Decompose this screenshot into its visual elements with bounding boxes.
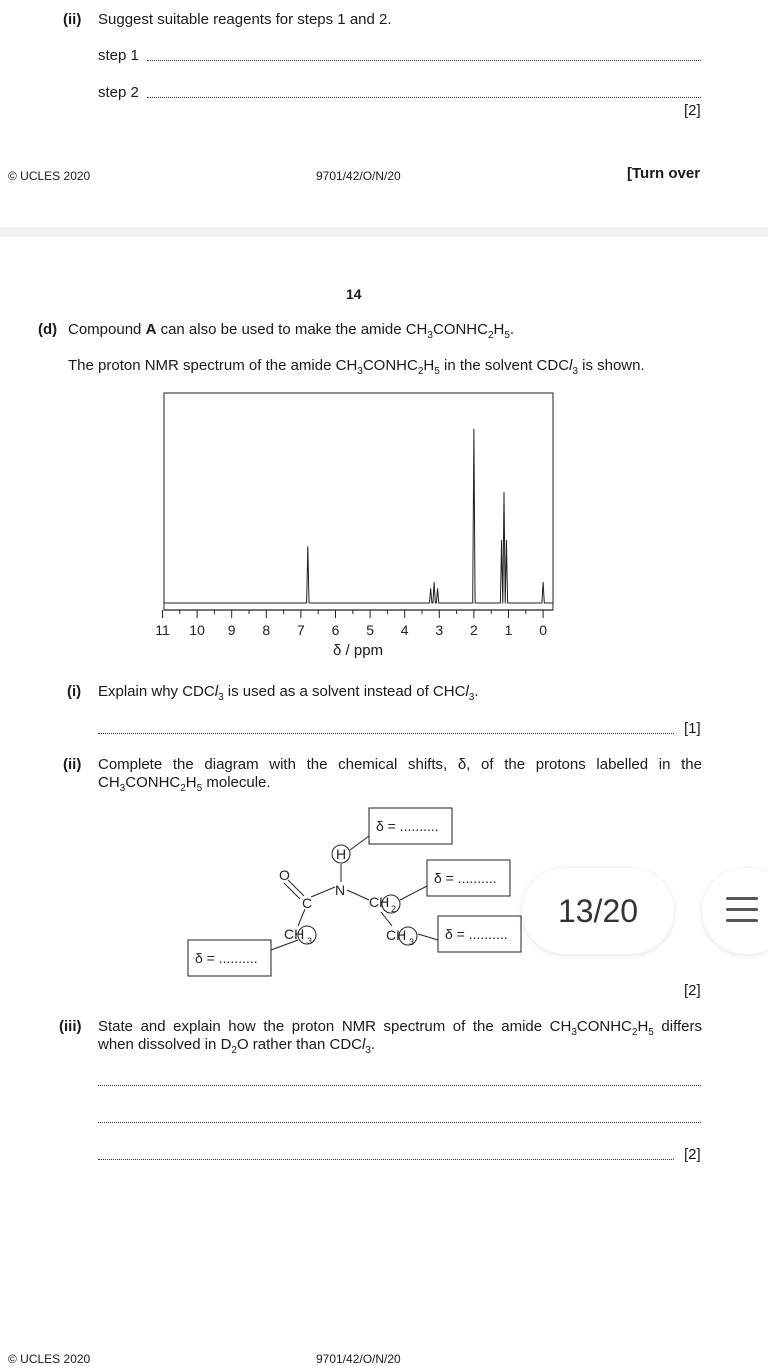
atom-h: H	[336, 846, 347, 862]
x-tick-label: 1	[504, 622, 513, 638]
page-indicator[interactable]: 13/20	[522, 868, 674, 954]
x-tick-label: 4	[400, 622, 409, 638]
q1-marks: [1]	[684, 720, 701, 737]
paper-code: 9701/42/O/N/20	[316, 169, 401, 183]
question-text: Suggest suitable reagents for steps 1 and 2.	[98, 11, 392, 28]
delta-text-nh: δ = ..........	[376, 818, 439, 834]
step1-label: step 1	[98, 47, 139, 64]
answer-line-iii-3	[98, 1159, 674, 1160]
d-text: Compound A can also be used to make the amide $CH_3CONHC_2H_5$.	[68, 321, 515, 341]
bottom-copyright: © UCLES 2020	[8, 1352, 91, 1366]
part-label-ii-2: (ii)	[63, 756, 82, 773]
delta-text-ch3-ethyl: δ = ..........	[445, 926, 508, 942]
page-number: 14	[346, 286, 362, 302]
chart-frame	[164, 393, 553, 610]
x-tick-label: 10	[189, 622, 205, 638]
nmr-spectrum-chart	[150, 388, 570, 663]
delta-text-ch2: δ = ..........	[434, 870, 497, 886]
menu-icon-bar-3	[726, 919, 758, 922]
atom-ch2-sub: 2	[391, 904, 397, 914]
atom-c: C	[302, 895, 313, 911]
answer-line-iii-1	[98, 1085, 701, 1086]
part-label-i: (i)	[67, 683, 82, 700]
x-tick-label: 6	[331, 622, 340, 638]
q2-text: Complete the diagram with the chemical shifts, δ, of the protons labelled in the	[98, 756, 702, 773]
q1-text: Explain why CDCl$_3$ is used as a solvent instead of CHCl$_3$.	[98, 683, 479, 703]
page-separator	[0, 227, 768, 237]
nmr-intro: The proton NMR spectrum of the amide $CH_3CONHC_2H_5$ in the solvent CDCl$_3$ is shown.	[68, 357, 645, 377]
copyright: © UCLES 2020	[8, 169, 91, 183]
atom-ch3-acetyl: CH	[284, 926, 305, 942]
x-tick-label: 11	[155, 622, 170, 638]
q3-text-2: when dissolved in $D_2O$ rather than CDCl$_3$.	[98, 1036, 376, 1056]
menu-icon	[726, 897, 758, 900]
step2-label: step 2	[98, 84, 139, 101]
x-tick-label: 8	[262, 622, 271, 638]
part-label-iii: (iii)	[59, 1018, 82, 1035]
answer-line-i	[98, 733, 674, 734]
x-tick-label: 5	[366, 622, 374, 638]
x-tick-label: 7	[297, 622, 305, 638]
marks: [2]	[684, 102, 701, 119]
spectrum-trace	[164, 429, 553, 603]
part-label-ii: (ii)	[63, 11, 82, 28]
menu-icon-bar-2	[726, 908, 758, 911]
x-tick-label: 2	[470, 622, 478, 638]
x-tick-label: 3	[435, 622, 444, 638]
x-tick-label: 9	[227, 622, 236, 638]
atom-o: O	[279, 867, 290, 883]
atom-n: N	[335, 882, 346, 898]
menu-button[interactable]	[702, 868, 768, 954]
part-label-d: (d)	[38, 321, 58, 338]
atom-ch3-ethyl: CH	[386, 927, 407, 943]
q3-text: State and explain how the proton NMR spectrum of the amide $CH_3CONHC_2H_5$ differs	[98, 1018, 702, 1038]
atom-ch3-acetyl-sub: 3	[307, 936, 313, 946]
bottom-paper-code: 9701/42/O/N/20	[316, 1352, 401, 1366]
answer-line-iii-2	[98, 1122, 701, 1123]
q3-marks: [2]	[684, 1146, 701, 1163]
q2-text-2: $CH_3CONHC_2H_5$ molecule.	[98, 774, 271, 794]
answer-line-step1	[147, 60, 701, 61]
turn-over: [Turn over	[627, 165, 701, 182]
x-tick-label: 0	[539, 622, 547, 638]
molecule-diagram	[180, 800, 530, 985]
x-axis-label: δ / ppm	[333, 642, 384, 659]
delta-text-ch3-acetyl: δ = ..........	[195, 950, 258, 966]
answer-line-step2	[147, 97, 701, 98]
atom-ch3-ethyl-sub: 3	[409, 937, 415, 947]
q2-marks: [2]	[684, 982, 701, 999]
atom-ch2: CH	[369, 894, 390, 910]
